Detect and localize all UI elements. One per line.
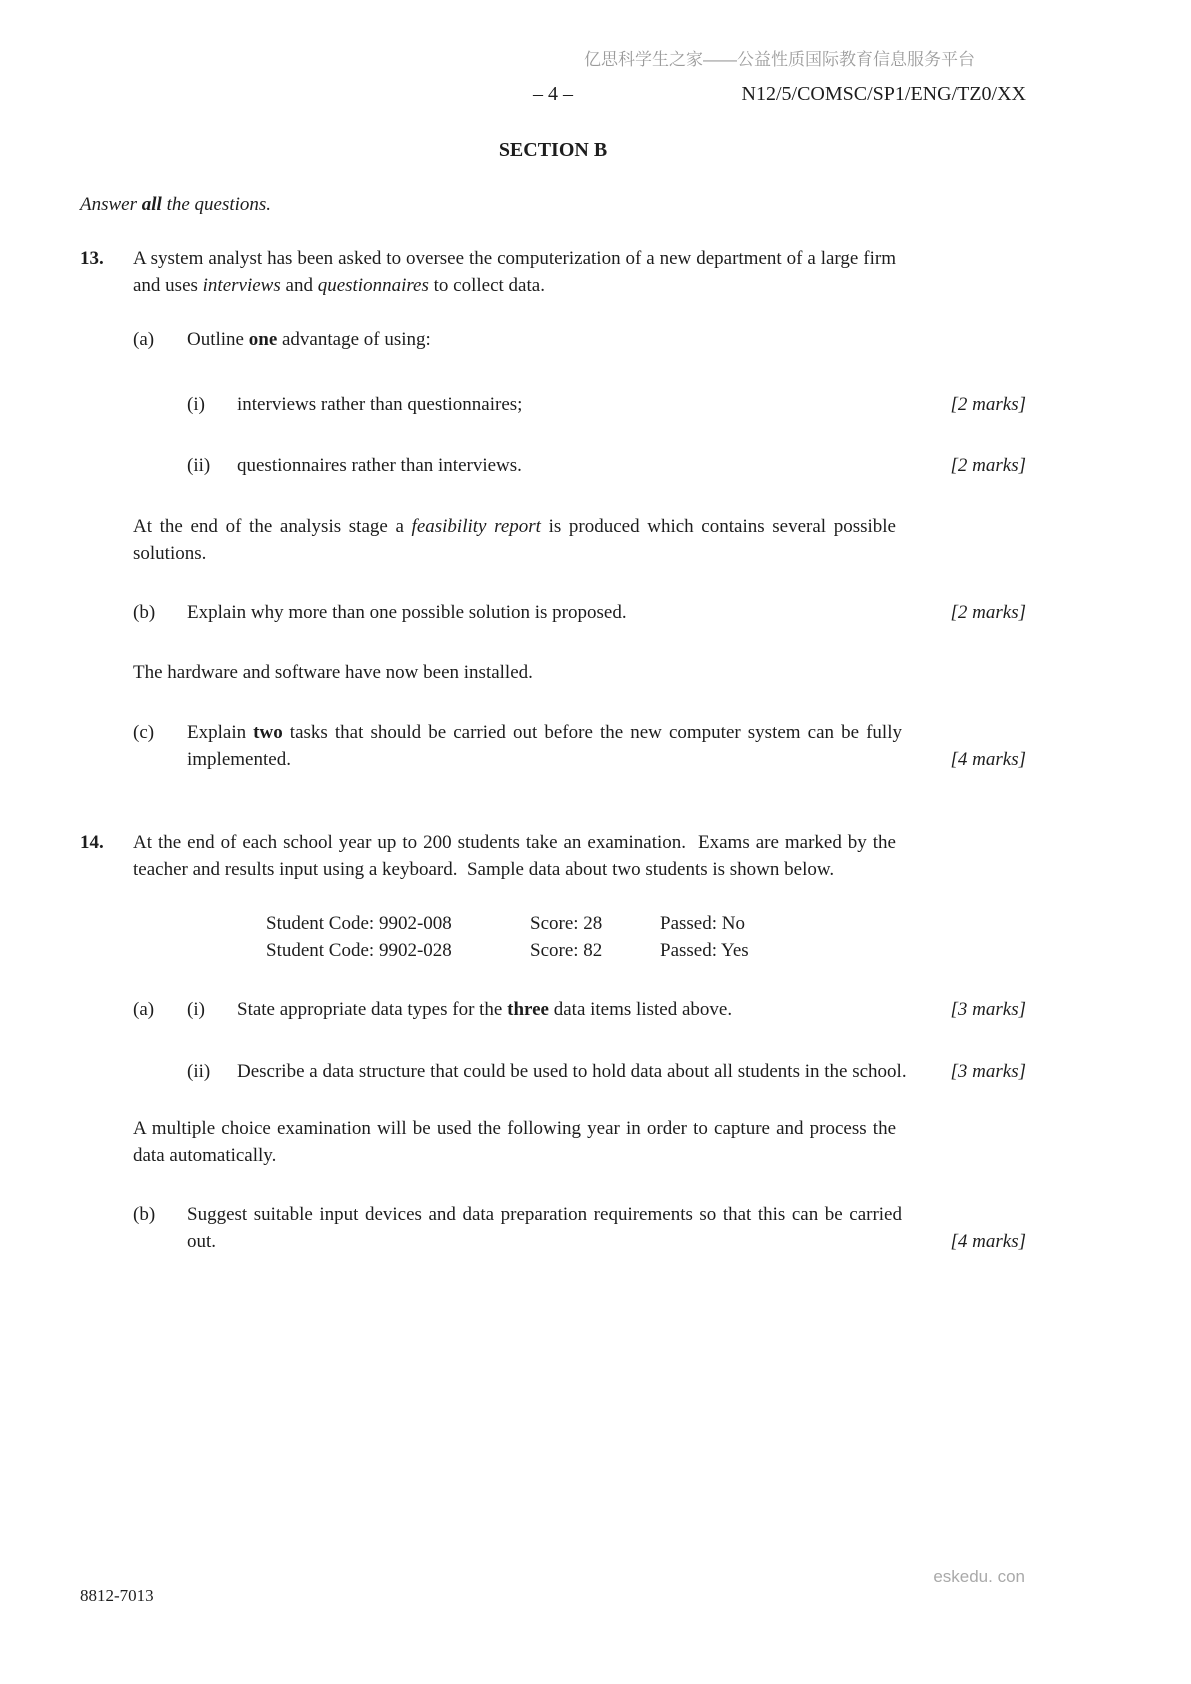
q13-part-a-i-text: interviews rather than questionnaires; [237, 394, 523, 415]
note-text: is produced which contains several possible solutions. [133, 516, 901, 564]
italic-term-feasibility-report: feasibility report [411, 516, 541, 537]
intro-text: A system analyst has been asked to oversee the computerization of a new department of a large firm and uses [133, 248, 901, 296]
intro-text: to collect data. [428, 275, 545, 296]
note-text: At the end of the analysis stage a [133, 516, 412, 537]
italic-term-interviews: interviews [202, 275, 281, 296]
q13-part-b-text: Explain why more than one possible solution is proposed. [187, 602, 627, 623]
q13-part-c-text [187, 719, 907, 773]
q14-part-a-ii [187, 1058, 1026, 1085]
score-value: Score: 28 [530, 913, 603, 934]
part-label: (c) [133, 722, 155, 743]
instruction-emphasis: all [141, 194, 162, 215]
paper-code: N12/5/COMSC/SP1/ENG/TZ0/XX [741, 83, 1026, 105]
q14-part-b-text: Suggest suitable input devices and data preparation requirements so that this can be carried out. [187, 1204, 907, 1252]
part-label: (a) [133, 999, 155, 1020]
marks-label: [2 marks] [950, 455, 1026, 476]
q13-note-hardware: The hardware and software have now been installed. [133, 662, 533, 683]
q14-part-a-i-text [237, 996, 903, 1023]
part-text: State appropriate data types for the [237, 999, 508, 1020]
part-label: (b) [133, 602, 156, 623]
part-text: Explain [187, 722, 254, 743]
passed-value: Passed: No [660, 913, 745, 934]
subpart-label: (ii) [187, 455, 211, 476]
question-13 [80, 245, 1026, 299]
q13-part-c [133, 719, 1026, 773]
q13-part-b [133, 599, 1026, 626]
q14-note-multiple-choice: A multiple choice examination will be used the following year in order to capture and process the data automatically. [133, 1118, 901, 1166]
q14-part-a-i [133, 996, 1026, 1023]
marks-label: [3 marks] [950, 1061, 1026, 1082]
question-13-intro [133, 245, 901, 299]
bold-term-one: one [248, 329, 278, 350]
part-label: (a) [133, 329, 155, 350]
subpart-label: (i) [187, 999, 205, 1020]
marks-label: [2 marks] [950, 602, 1026, 623]
site-watermark-top: 亿思科学生之家——公益性质国际教育信息服务平台 [584, 50, 975, 69]
section-title: SECTION B [498, 139, 608, 161]
q13-part-a [133, 326, 1026, 353]
part-label: (b) [133, 1204, 156, 1225]
question-14-number: 14. [80, 832, 104, 853]
student-code-value: Student Code: 9902-028 [266, 940, 452, 961]
bold-term-two: two [253, 722, 283, 743]
q14-part-a-ii-text: Describe a data structure that could be used to hold data about all students in the school. [237, 1061, 907, 1082]
part-text: Outline [187, 329, 249, 350]
marks-label: [3 marks] [950, 999, 1026, 1020]
q13-part-a-text [187, 326, 1026, 353]
question-14-intro: At the end of each school year up to 200 students take an examination. Exams are marked by the teacher and results input using a keyboard. Sample data about two students is shown below. [133, 832, 901, 880]
page-header [80, 79, 1026, 109]
q14-part-b [133, 1201, 1026, 1255]
subpart-label: (i) [187, 394, 205, 415]
question-13-number: 13. [80, 248, 104, 269]
part-text: tasks that should be carried out before the new computer system can be fully implemented. [187, 722, 907, 770]
marks-label: [2 marks] [950, 394, 1026, 415]
subpart-label: (ii) [187, 1061, 211, 1082]
intro-text: and [280, 275, 318, 296]
page-number: – 4 – [533, 83, 573, 105]
q13-note-feasibility [133, 513, 901, 567]
score-value: Score: 82 [530, 940, 603, 961]
student-code-value: Student Code: 9902-008 [266, 913, 452, 934]
marks-label: [4 marks] [950, 749, 1026, 770]
sample-data-row [266, 937, 1026, 964]
document-code: 8812-7013 [80, 1586, 154, 1605]
bold-term-three: three [507, 999, 549, 1020]
instruction-line [80, 191, 1026, 218]
instruction-text: the questions. [161, 194, 272, 215]
marks-label: [4 marks] [950, 1231, 1026, 1252]
sample-data-row [266, 910, 1026, 937]
q13-part-a-i [187, 391, 1026, 418]
passed-value: Passed: Yes [660, 940, 749, 961]
sample-data-table [266, 910, 1026, 964]
q13-part-a-ii-text: questionnaires rather than interviews. [237, 455, 522, 476]
instruction-text: Answer [80, 194, 142, 215]
part-text: advantage of using: [277, 329, 431, 350]
italic-term-questionnaires: questionnaires [317, 275, 429, 296]
question-14 [80, 829, 1026, 883]
site-watermark-bottom: eskedu. con [933, 1567, 1025, 1586]
q13-part-a-ii [187, 452, 1026, 479]
part-text: data items listed above. [548, 999, 733, 1020]
